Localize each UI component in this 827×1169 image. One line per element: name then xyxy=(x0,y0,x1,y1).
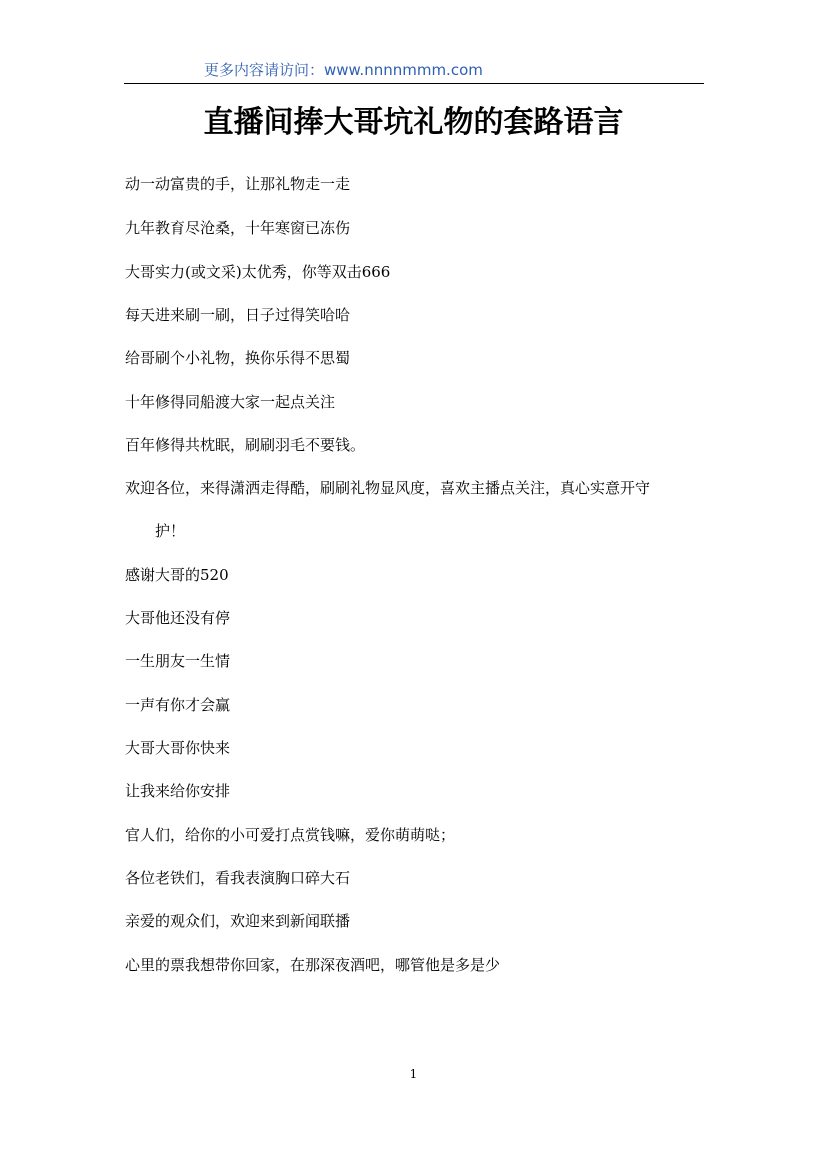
text-line: 动一动富贵的手，让那礼物走一走 xyxy=(125,175,351,193)
text-line-continuation: 护！ xyxy=(155,522,186,540)
text-line: 九年教育尽沧桑，十年寒窗已冻伤 xyxy=(125,219,351,237)
text-line: 各位老铁们，看我表演胸口碎大石 xyxy=(125,869,351,887)
text-line: 十年修得同船渡大家一起点关注 xyxy=(125,393,336,411)
text-line: 心里的票我想带你回家，在那深夜酒吧，哪管他是多是少 xyxy=(125,956,501,974)
page-title: 直播间捧大哥坑礼物的套路语言 xyxy=(203,105,624,140)
text-line: 亲爱的观众们，欢迎来到新闻联播 xyxy=(125,912,351,930)
text-line: 一生朋友一生情 xyxy=(125,652,231,670)
header-divider xyxy=(124,83,704,84)
text-line: 大哥实力(或文采)太优秀，你等双击666 xyxy=(125,263,391,281)
text-line: 给哥刷个小礼物，换你乐得不思蜀 xyxy=(125,349,351,367)
text-line: 让我来给你安排 xyxy=(125,782,231,800)
text-line: 大哥他还没有停 xyxy=(125,609,231,627)
text-line: 百年修得共枕眠，刷刷羽毛不要钱。 xyxy=(125,436,366,454)
header-site-link[interactable]: 更多内容请访问：www.nnnnmmm.com xyxy=(204,61,483,79)
text-line: 感谢大哥的520 xyxy=(125,566,229,584)
text-line: 大哥大哥你快来 xyxy=(125,739,231,757)
text-line: 一声有你才会赢 xyxy=(125,696,231,714)
page-number: 1 xyxy=(409,1067,418,1081)
text-line: 每天进来刷一刷，日子过得笑哈哈 xyxy=(125,306,351,324)
text-line: 欢迎各位，来得潇洒走得酷，刷刷礼物显风度，喜欢主播点关注，真心实意开守 xyxy=(125,479,651,497)
text-line: 官人们，给你的小可爱打点赏钱嘛，爱你萌萌哒； xyxy=(125,826,456,844)
